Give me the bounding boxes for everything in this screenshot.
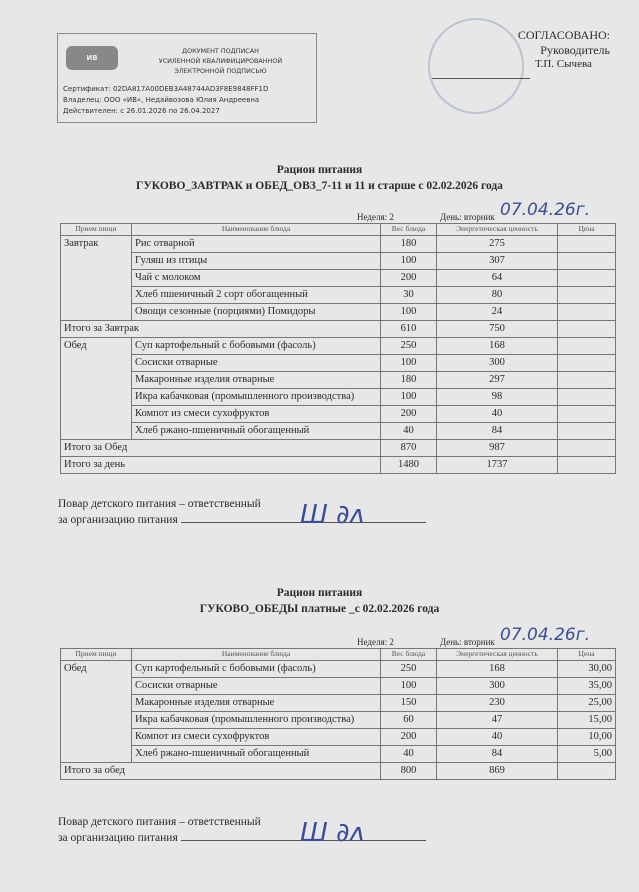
table-cell: 250 [381, 338, 437, 355]
table-cell: 40 [437, 406, 558, 423]
table-cell: Наименование блюда [132, 649, 381, 661]
table-cell [61, 355, 132, 372]
table-cell [61, 270, 132, 287]
certificate-owner: Владелец: ООО «ИВ», Недайвозова Юлия Андреевна [63, 96, 260, 104]
menu2-table [60, 648, 616, 780]
table-cell: 610 [381, 321, 437, 338]
approver-name: Т.П. Сычева [535, 58, 592, 70]
table-cell: 47 [437, 712, 558, 729]
table-cell: 64 [437, 270, 558, 287]
total-row [61, 321, 616, 338]
table-cell [61, 287, 132, 304]
table-row [61, 355, 616, 372]
table-cell: 800 [381, 763, 437, 780]
table-row [61, 661, 616, 678]
menu1-title: Рацион питания ГУКОВО_ЗАВТРАК и ОБЕД_ОВЗ_7-11 и 11 и старше с 02.02.2026 года [136, 164, 503, 192]
table-row [61, 712, 616, 729]
table-cell: 25,00 [558, 695, 616, 712]
total-row [61, 763, 616, 780]
table-row [61, 695, 616, 712]
table-cell: Прием пищи [61, 649, 132, 661]
table-cell: 98 [437, 389, 558, 406]
table-cell: 870 [381, 440, 437, 457]
table-row [61, 423, 616, 440]
table-cell [558, 372, 616, 389]
table-cell [558, 406, 616, 423]
table-cell [558, 287, 616, 304]
table-cell: Прием пищи [61, 224, 132, 236]
table-cell [558, 423, 616, 440]
table-cell: 180 [381, 236, 437, 253]
table-cell: 40 [381, 423, 437, 440]
table-cell: 200 [381, 729, 437, 746]
table-cell: 40 [437, 729, 558, 746]
table-cell: Рис отварной [132, 236, 381, 253]
table-cell: Хлеб ржано-пшеничный обогащенный [132, 423, 381, 440]
signature-heading: ДОКУМЕНТ ПОДПИСАН УСИЛЕННОЙ КВАЛИФИЦИРОВАННОЙ ЭЛЕКТРОННОЙ ПОДПИСЬЮ [158, 47, 283, 75]
e-signature-certificate [57, 33, 317, 123]
table-cell: Икра кабачковая (промышленного производства) [132, 389, 381, 406]
table-cell: Суп картофельный с бобовыми (фасоль) [132, 338, 381, 355]
table-cell: 168 [437, 661, 558, 678]
table-cell [558, 270, 616, 287]
table-cell: 297 [437, 372, 558, 389]
table-cell: 869 [437, 763, 558, 780]
table-cell: Цена [558, 224, 616, 236]
table-cell: Завтрак [61, 236, 132, 253]
table-cell [61, 712, 132, 729]
certificate-number: Сертификат: 02DA817A00DEB3A48744AD3F8E9848FF1D [63, 85, 269, 93]
table-cell: 15,00 [558, 712, 616, 729]
table-cell: Вес блюда [381, 649, 437, 661]
table-cell: Компот из смеси сухофруктов [132, 406, 381, 423]
total-row [61, 457, 616, 474]
table-cell: 750 [437, 321, 558, 338]
table-row [61, 746, 616, 763]
table-cell: 230 [437, 695, 558, 712]
table-cell: Сосиски отварные [132, 355, 381, 372]
table-cell: 10,00 [558, 729, 616, 746]
menu2-handwritten-date: 07.04.26г. [500, 625, 591, 645]
table-cell [558, 304, 616, 321]
table-cell: 275 [437, 236, 558, 253]
table-cell: 200 [381, 406, 437, 423]
menu1-table [60, 223, 616, 474]
table-cell: Икра кабачковая (промышленного производства) [132, 712, 381, 729]
table-cell: 100 [381, 355, 437, 372]
table-cell: Наименование блюда [132, 224, 381, 236]
table-cell: 30 [381, 287, 437, 304]
table-cell: Хлеб ржано-пшеничный обогащенный [132, 746, 381, 763]
table-cell: 40 [381, 746, 437, 763]
table-cell: Чай с молоком [132, 270, 381, 287]
table-cell [61, 729, 132, 746]
table-row [61, 236, 616, 253]
header-row [61, 224, 616, 236]
table-cell: 5,00 [558, 746, 616, 763]
table-cell: 100 [381, 253, 437, 270]
table-cell: 100 [381, 389, 437, 406]
table-row [61, 406, 616, 423]
table-cell: Макаронные изделия отварные [132, 372, 381, 389]
table-cell [61, 695, 132, 712]
table-row [61, 729, 616, 746]
table-row [61, 372, 616, 389]
menu1-footer: Повар детского питания – ответственный за организацию питания [58, 497, 426, 528]
table-cell: 180 [381, 372, 437, 389]
table-cell: Хлеб пшеничный 2 сорт обогащенный [132, 287, 381, 304]
table-cell: Обед [61, 338, 132, 355]
table-cell: Энергетическая ценность [437, 649, 558, 661]
table-cell: 35,00 [558, 678, 616, 695]
table-cell: 100 [381, 678, 437, 695]
table-cell: 987 [437, 440, 558, 457]
table-cell [61, 304, 132, 321]
table-cell [558, 253, 616, 270]
table-cell: Вес блюда [381, 224, 437, 236]
menu2-week: Неделя: 2 [357, 637, 394, 647]
table-row [61, 678, 616, 695]
table-cell: Итого за Завтрак [61, 321, 381, 338]
handwritten-signature: Ш ∂ᴧ [300, 500, 365, 530]
table-cell: 1737 [437, 457, 558, 474]
table-cell: 24 [437, 304, 558, 321]
table-cell [558, 440, 616, 457]
signature-line [432, 64, 530, 79]
table-cell [61, 372, 132, 389]
menu1-handwritten-date: 07.04.26г. [500, 200, 591, 220]
table-cell: Итого за день [61, 457, 381, 474]
menu2-title: Рацион питания ГУКОВО_ОБЕДЫ платные _с 02.02.2026 года [199, 587, 440, 615]
table-cell [558, 338, 616, 355]
table-cell: 150 [381, 695, 437, 712]
table-cell [558, 236, 616, 253]
table-cell: 300 [437, 678, 558, 695]
table-cell: Макаронные изделия отварные [132, 695, 381, 712]
table-cell: Итого за Обед [61, 440, 381, 457]
table-cell [61, 389, 132, 406]
table-row [61, 287, 616, 304]
table-cell: 84 [437, 423, 558, 440]
table-row [61, 338, 616, 355]
table-cell: Обед [61, 661, 132, 678]
table-cell [558, 389, 616, 406]
table-cell: 168 [437, 338, 558, 355]
table-cell: 307 [437, 253, 558, 270]
table-cell: Энергетическая ценность [437, 224, 558, 236]
table-cell: 60 [381, 712, 437, 729]
table-cell [558, 763, 616, 780]
menu2-day: День: вторник [440, 637, 495, 647]
table-cell [558, 355, 616, 372]
company-logo: ИВ [66, 46, 118, 70]
menu2-footer: Повар детского питания – ответственный за организацию питания [58, 815, 426, 846]
table-cell: Цена [558, 649, 616, 661]
table-cell: Гуляш из птицы [132, 253, 381, 270]
table-cell: Сосиски отварные [132, 678, 381, 695]
header-row [61, 649, 616, 661]
table-cell: 30,00 [558, 661, 616, 678]
table-cell [61, 678, 132, 695]
table-cell [61, 746, 132, 763]
table-cell: Суп картофельный с бобовыми (фасоль) [132, 661, 381, 678]
menu1-day: День: вторник [440, 212, 495, 222]
table-row [61, 270, 616, 287]
table-row [61, 253, 616, 270]
table-cell: 200 [381, 270, 437, 287]
table-row [61, 304, 616, 321]
table-cell: 250 [381, 661, 437, 678]
table-cell: 1480 [381, 457, 437, 474]
table-cell: 300 [437, 355, 558, 372]
table-row [61, 389, 616, 406]
table-cell [61, 253, 132, 270]
table-cell [558, 321, 616, 338]
table-cell [61, 423, 132, 440]
table-cell: 100 [381, 304, 437, 321]
certificate-validity: Действителен: с 26.01.2026 по 26.04.2027 [63, 107, 220, 115]
menu1-week: Неделя: 2 [357, 212, 394, 222]
table-cell [61, 406, 132, 423]
table-cell: 84 [437, 746, 558, 763]
approval-block: СОГЛАСОВАНО: Руководитель [517, 28, 610, 57]
total-row [61, 440, 616, 457]
handwritten-signature: Ш ∂ᴧ [300, 818, 365, 848]
table-cell: Итого за обед [61, 763, 381, 780]
table-cell [558, 457, 616, 474]
table-cell: Компот из смеси сухофруктов [132, 729, 381, 746]
table-cell: 80 [437, 287, 558, 304]
table-cell: Овощи сезонные (порциями) Помидоры [132, 304, 381, 321]
